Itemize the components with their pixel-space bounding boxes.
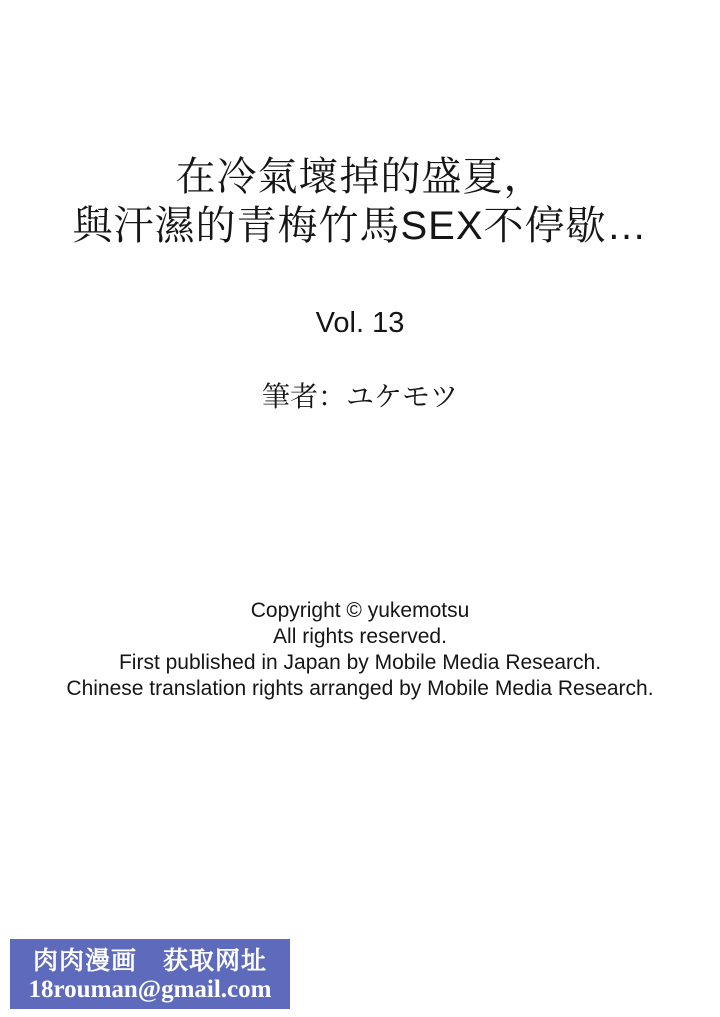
copyright-line: Chinese translation rights arranged by Mobile Media Research. [66,677,654,700]
watermark-email: 18rouman@gmail.com [28,976,272,1003]
watermark-badge [10,939,290,1009]
book-title-line-2: 與汗濕的青梅竹馬SEX不停歇… [72,204,648,248]
book-title [0,153,720,251]
copyright-line: First published in Japan by Mobile Media Research. [118,651,602,674]
book-title-line-1: 在冷氣壞掉的盛夏， [175,155,545,199]
copyright-block [0,598,720,702]
watermark-site-name: 肉肉漫画 获取网址 [32,947,267,975]
copyright-line: All rights reserved. [273,625,447,648]
author-line: 筆者：ユケモツ [261,381,458,412]
volume-label: Vol. 13 [315,307,405,339]
copyright-line: Copyright © yukemotsu [250,599,470,622]
